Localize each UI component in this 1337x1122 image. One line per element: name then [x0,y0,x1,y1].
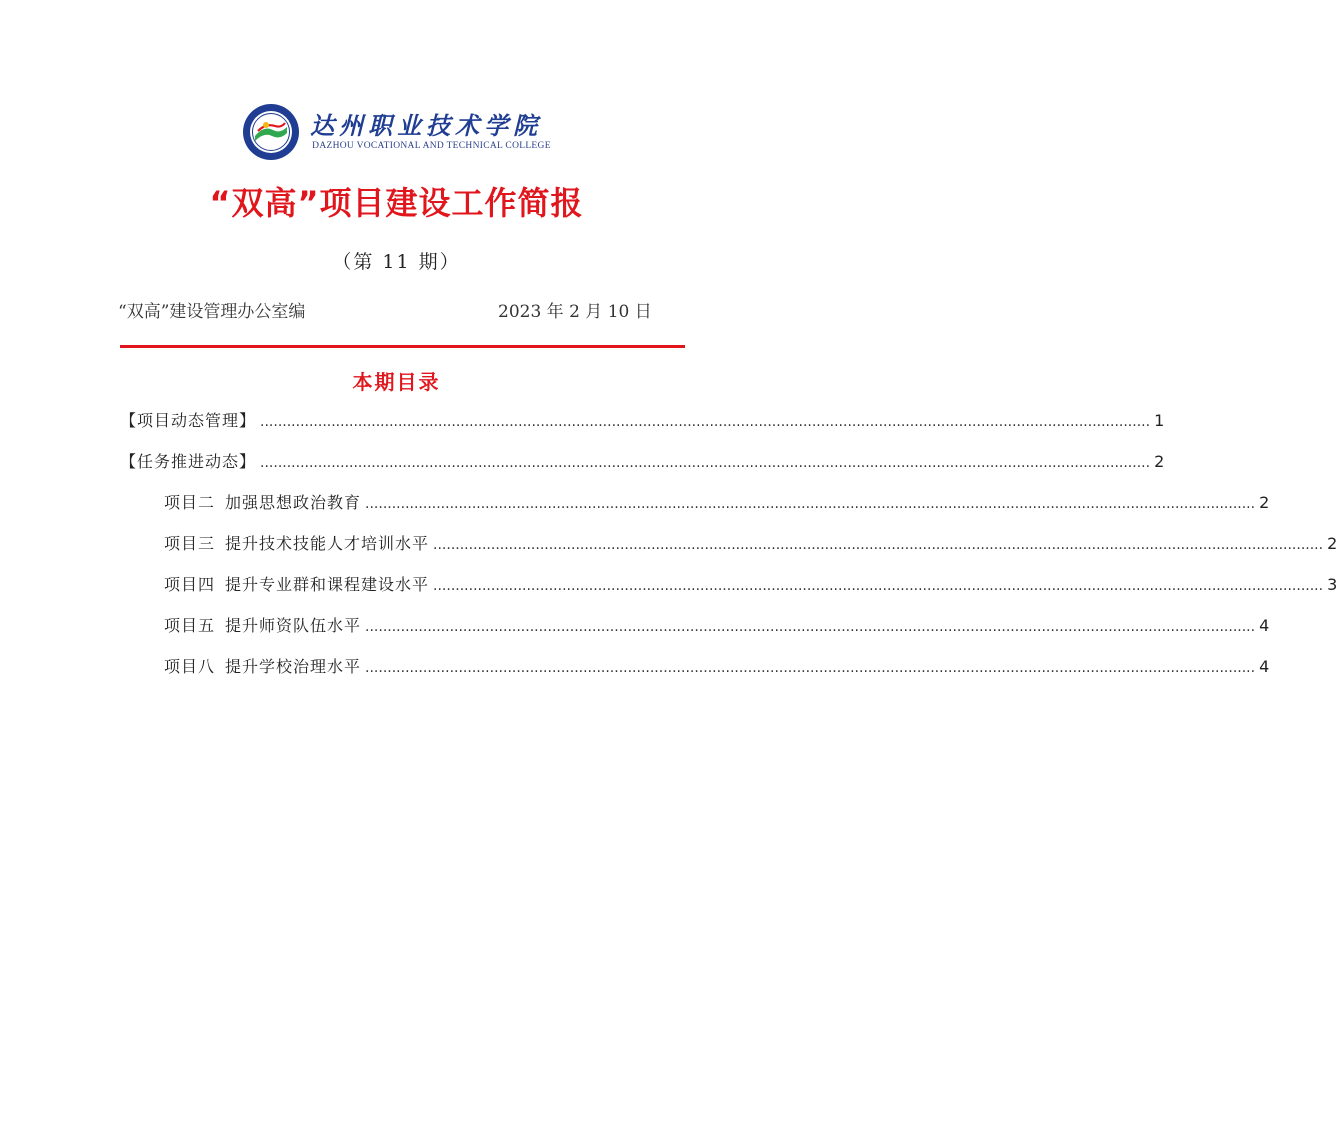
bulletin-title: “双高”项目建设工作简报 [209,184,584,222]
toc-leader-dots: ........................................................................................................................................................................................................ [365,660,1256,676]
college-logo [0,100,793,164]
toc-page-number: 2 [1327,534,1337,553]
toc-entry[interactable] [120,406,1165,447]
toc-entry-label: 提升师资队伍水平 [225,616,362,635]
toc-entry-label: 【任务推进动态】 [120,452,257,471]
toc-leader-dots: ........................................................................................................................................................................................................ [433,578,1324,594]
college-seal-icon [242,103,300,161]
logo-english-name: DAZHOU VOCATIONAL AND TECHNICAL COLLEGE [312,140,551,151]
table-of-contents [120,406,1337,693]
toc-leader-dots: ........................................................................................................................................................................................................ [260,455,1151,471]
toc-heading: 本期目录 [352,370,441,394]
toc-leader-dots: ........................................................................................................................................................................................................ [433,537,1324,553]
toc-entry[interactable] [120,652,1270,693]
toc-entry-label: 提升技术技能人才培训水平 [225,534,430,553]
toc-leader-dots: ........................................................................................................................................................................................................ [365,496,1256,512]
issue-number: （第 11 期） [332,251,461,273]
toc-page-number: 2 [1259,493,1270,512]
toc-entry-label: 加强思想政治教育 [225,493,362,512]
red-divider [120,345,685,348]
toc-entry[interactable] [120,611,1270,652]
toc-entry-prefix: 项目五 [164,616,216,635]
toc-leader-dots: ........................................................................................................................................................................................................ [365,619,1256,635]
toc-entry[interactable] [120,488,1270,529]
toc-entry-label: 提升学校治理水平 [225,657,362,676]
toc-page-number: 3 [1327,575,1337,594]
toc-entry-prefix: 项目八 [164,657,216,676]
toc-page-number: 4 [1259,616,1270,635]
toc-entry-prefix: 项目三 [164,534,216,553]
toc-entry-label: 【项目动态管理】 [120,411,257,430]
toc-entry-prefix: 项目二 [164,493,216,512]
toc-page-number: 2 [1154,452,1165,471]
logo-chinese-name: 达州职业技术学院 [310,110,543,140]
toc-page-number: 4 [1259,657,1270,676]
toc-page-number: 1 [1154,411,1165,430]
toc-entry[interactable] [120,529,1337,570]
editor-office: “双高”建设管理办公室编 [118,302,306,322]
toc-entry-prefix: 项目四 [164,575,216,594]
publish-date: 2023 年 2 月 10 日 [498,302,652,322]
toc-leader-dots: ........................................................................................................................................................................................................ [260,414,1151,430]
toc-entry[interactable] [120,570,1337,611]
toc-entry[interactable] [120,447,1165,488]
toc-entry-label: 提升专业群和课程建设水平 [225,575,430,594]
